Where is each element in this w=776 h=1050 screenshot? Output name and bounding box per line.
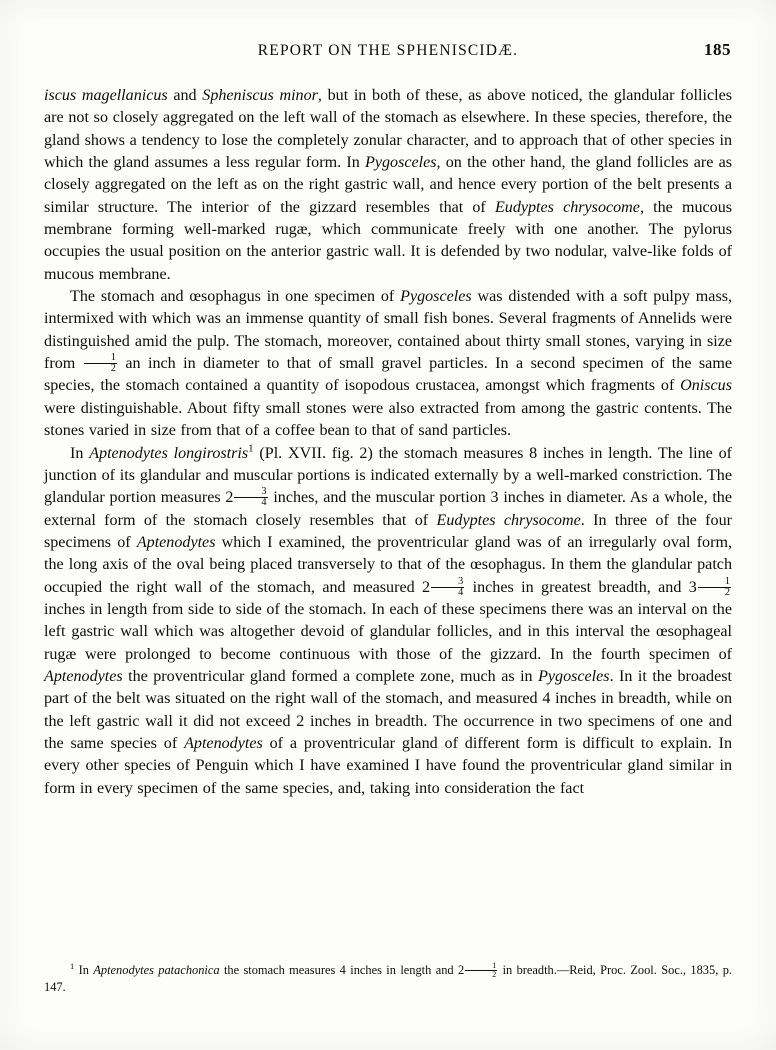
body-text xyxy=(44,85,732,800)
footnote-text: $^1$ In Aptenodytes patachonica the stomach measures 4 inches in length and 2 $\frac{1}{2}$ in breadth.—Reid, Proc. Zool. Soc., 1835, p. 147. xyxy=(44,961,732,995)
running-title: REPORT ON THE SPHENISCIDÆ. xyxy=(257,42,519,59)
page-header xyxy=(0,42,776,64)
footnote xyxy=(44,962,732,996)
page-number: 185 xyxy=(704,40,731,59)
paragraph-3: In Aptenodytes longirostris$^1$ (Pl. XVII. fig. 2) the stomach measures 8 inches in length. The line of junction of its glandular and muscular portions is indicated externally by a well-marked constriction. The glandular portion measures 2 $\frac{3}{4}$ inches, and the muscular portion 3 inches in diameter. As a whole, the external form of the stomach closely resembles that of Eudyptes chrysocome. In three of the four specimens of Aptenodytes which I examined, the proventricular gland was of an irregularly oval form, the long axis of the oval being placed transversely to that of the œsophagus. In them the glandular patch occupied the right wall of the stomach, and measured 2 $\frac{3}{4}$ inches in greatest breadth, and 3 $\frac{1}{2}$ inches in length from side to side of the stomach. In each of these specimens there was an interval on the left gastric wall which was altogether devoid of glandular follicles, and in this interval the œsophageal rugæ were prolonged to become continuous with those of the gizzard. In the fourth specimen of Aptenodytes the proventricular gland formed a complete zone, much as in Pygosceles. In it the broadest part of the belt was situated on the right wall of the stomach, and measured 4 inches in breadth, while on the left gastric wall it did not exceed 2 inches in breadth. The occurrence in two specimens of one and the same species of Aptenodytes of a proventricular gland of different form is difficult to explain. In every other species of Penguin which I have examined I have found the proventricular gland similar in form in every specimen of the same species, and, taking into consideration the fact xyxy=(44,442,732,797)
paragraph-2: The stomach and œsophagus in one specimen of Pygosceles was distended with a soft pulpy mass, intermixed with which was an immense quantity of small fish bones. Several fragments of Annelids were distinguished amid the pulp. The stomach, moreover, contained about thirty small stones, varying in size from $\frac{1}{2}$ an inch in diameter to that of small gravel particles. In a second specimen of the same species, the stomach contained a quantity of isopodous crustacea, amongst which fragments of Oniscus were distinguishable. About fifty small stones were also extracted from among the gastric contents. The stones varied in size from that of a coffee bean to that of sand particles. xyxy=(44,288,732,440)
paragraph-1: iscus magellanicus and Spheniscus minor, but in both of these, as above noticed, the glandular follicles are not so closely aggregated on the left wall of the stomach as elsewhere. In these species, therefore, the gland shows a tendency to lose the completely zonular character, and to approach that of other species in which the gland assumes a less regular form. In Pygosceles, on the other hand, the gland follicles are as closely aggregated on the left as on the right gastric wall, and hence every portion of the belt presents a similar structure. The interior of the gizzard resembles that of Eudyptes chrysocome, the mucous membrane forming well-marked rugæ, which communicate freely with one another. The pylorus occupies the usual position on the anterior gastric wall. It is defended by two nodular, valve-like folds of mucous membrane. xyxy=(44,87,733,283)
